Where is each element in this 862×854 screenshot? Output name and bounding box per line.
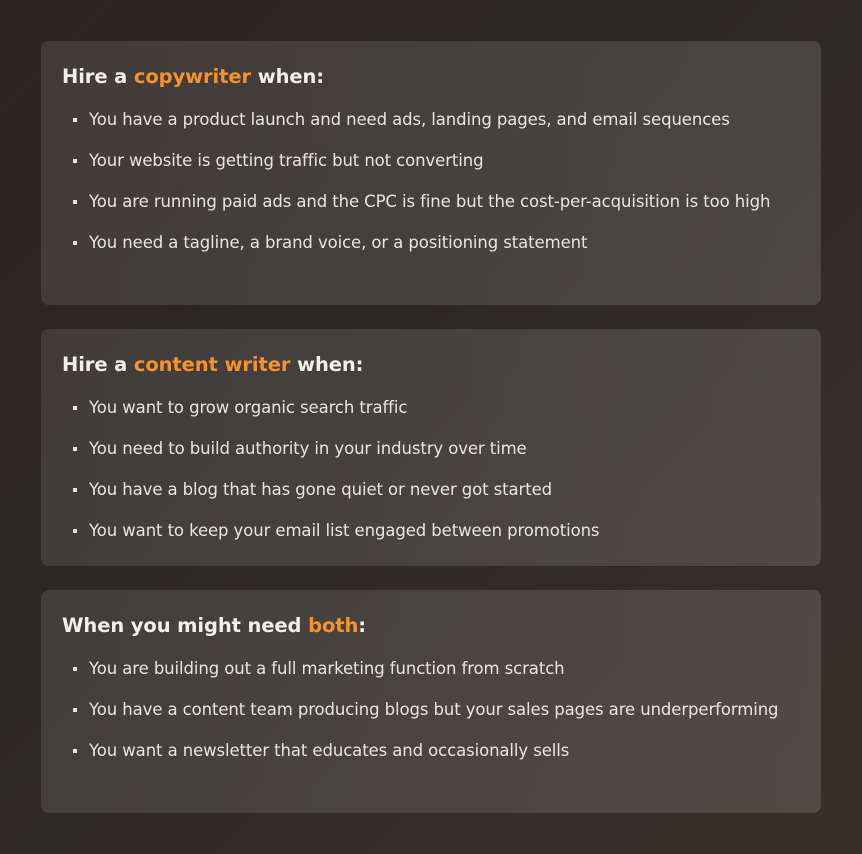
copywriter-card-title: Hire a copywriter when: [62,65,324,88]
list-item: You want to keep your email list engaged between promotions [62,517,801,544]
title-accent: content writer [133,353,291,376]
list-item: You are building out a full marketing function from scratch [62,655,801,682]
list-item: Your website is getting traffic but not converting [62,147,801,174]
content-writer-card [41,329,821,566]
both-card [41,590,821,813]
title-accent: copywriter [133,65,251,88]
list-item: You need a tagline, a brand voice, or a positioning statement [62,229,801,256]
both-card-title: When you might need both: [62,614,366,637]
list-item: You are running paid ads and the CPC is fine but the cost-per-acquisition is too high [62,188,801,215]
content-writer-card-title: Hire a content writer when: [62,353,364,376]
copywriter-list [62,106,801,256]
title-accent: both [308,614,359,637]
copywriter-card [41,41,821,305]
list-item: You want to grow organic search traffic [62,394,801,421]
both-list [62,655,801,764]
list-item: You have a blog that has gone quiet or never got started [62,476,801,503]
list-item: You want a newsletter that educates and occasionally sells [62,737,801,764]
list-item: You have a product launch and need ads, landing pages, and email sequences [62,106,801,133]
list-item: You need to build authority in your industry over time [62,435,801,462]
content-writer-list [62,394,801,544]
list-item: You have a content team producing blogs but your sales pages are underperforming [62,696,801,723]
